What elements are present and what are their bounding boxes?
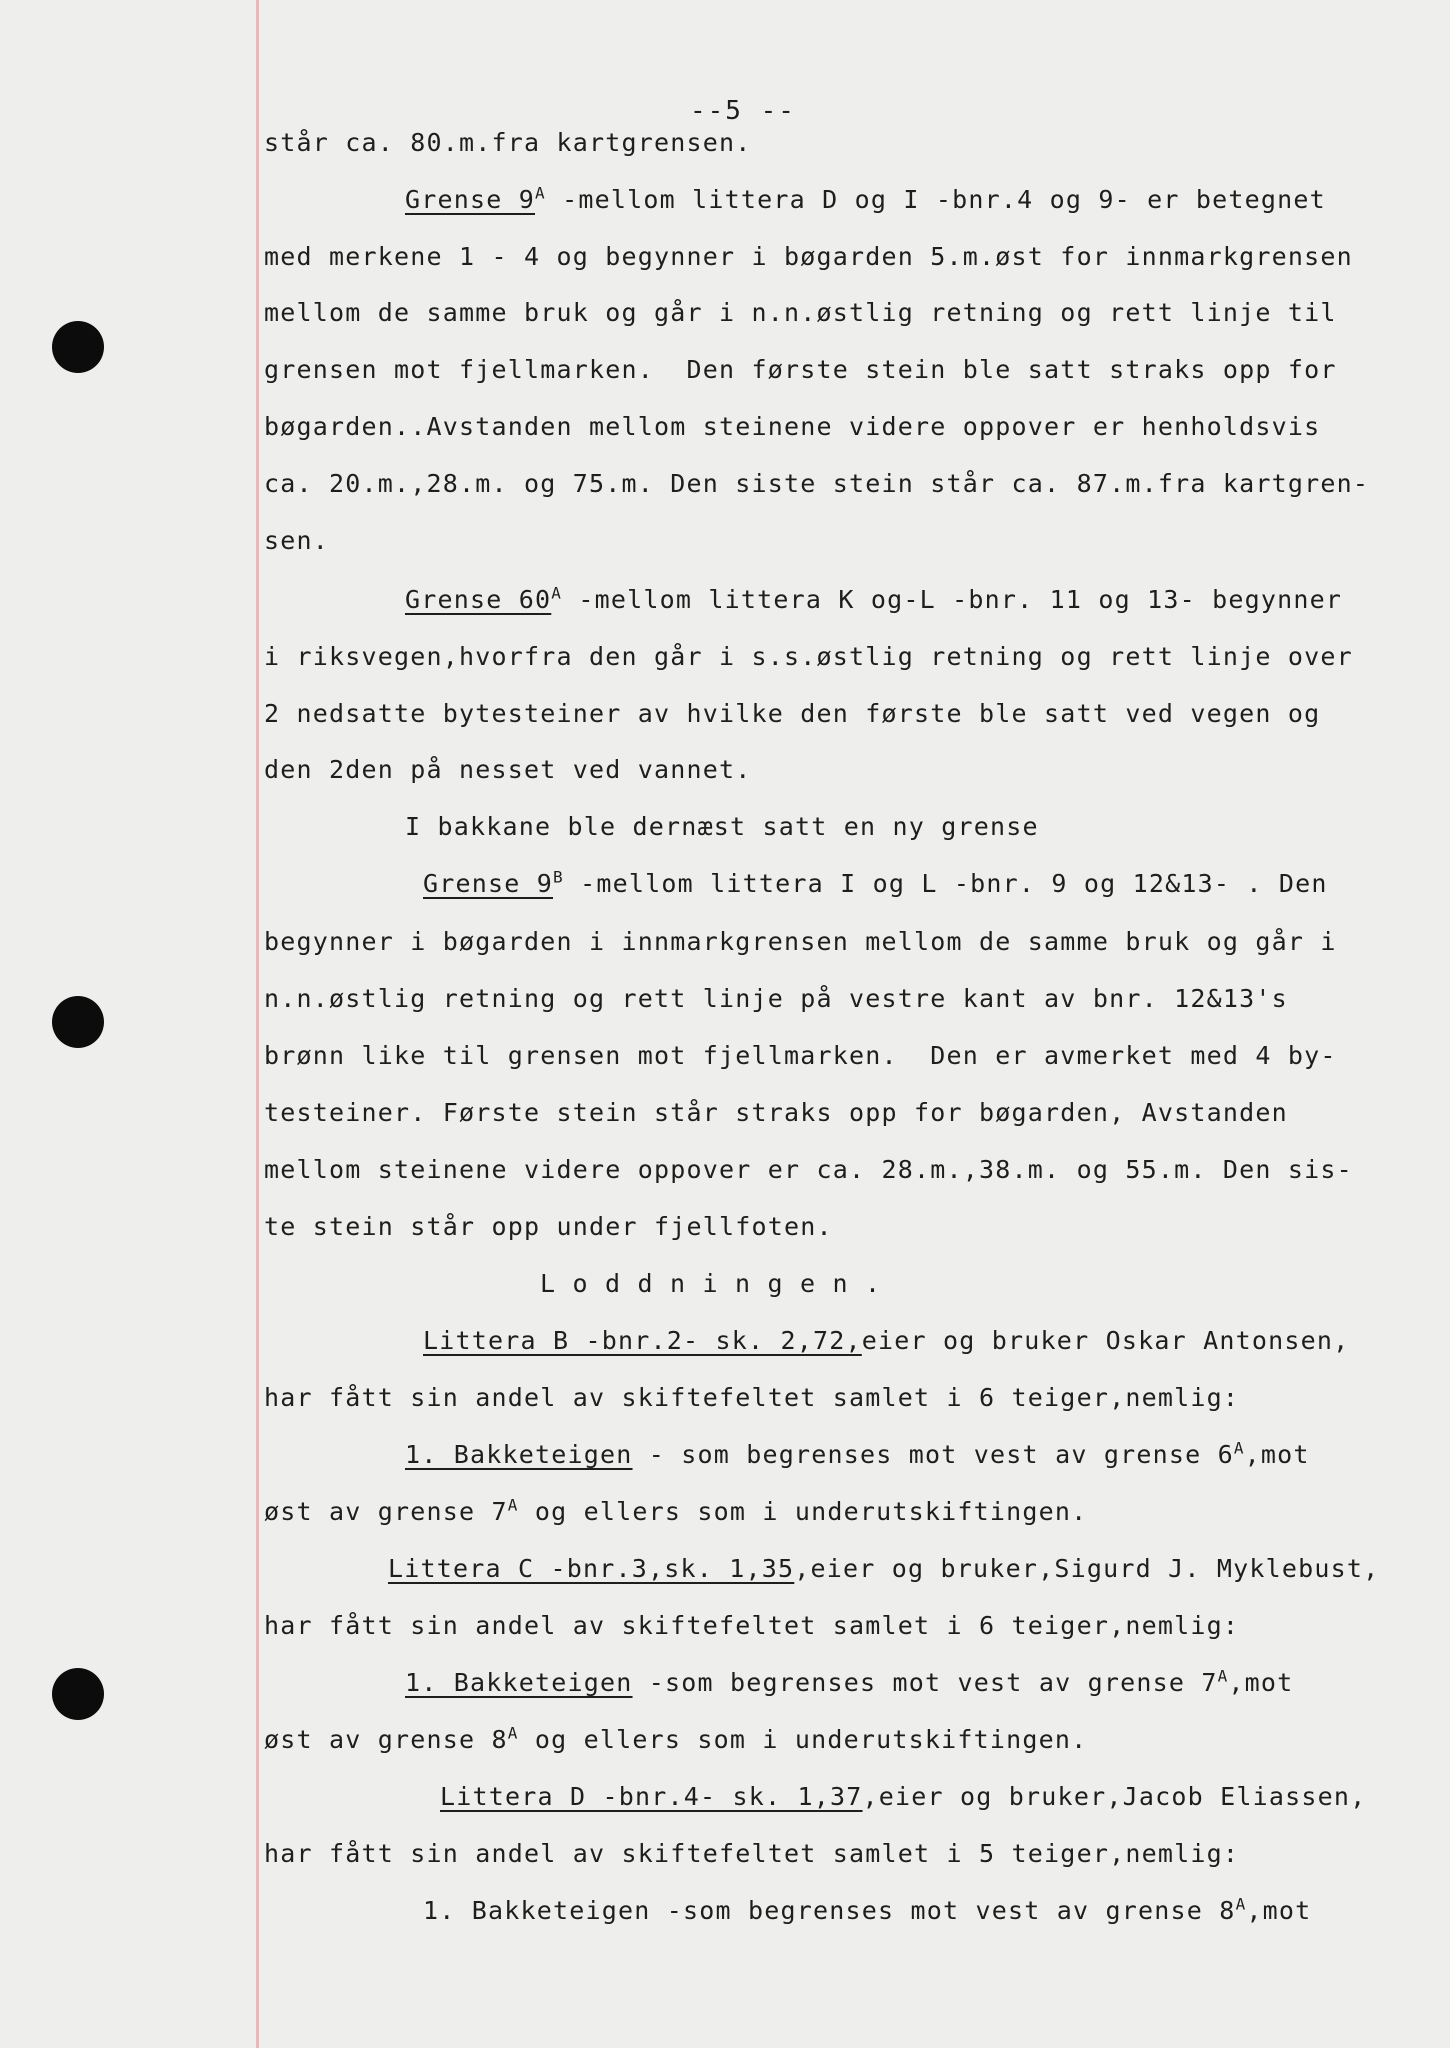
text-line [423, 1326, 1349, 1356]
text-run: med merkene 1 - 4 og begynner i bøgarden 5.m.øst for innmarkgrensen [264, 242, 1353, 271]
text-line [264, 642, 1353, 672]
text-run: - som begrenses mot vest av grense 6 [632, 1440, 1234, 1469]
superscript: A [535, 183, 546, 203]
text-line [264, 526, 329, 556]
text-run: ,eier og bruker,Sigurd J. Myklebust, [794, 1554, 1380, 1583]
text-run: har fått sin andel av skiftefeltet samlet i 5 teiger,nemlig: [264, 1839, 1240, 1868]
margin-rule [256, 0, 259, 2048]
text-line [264, 699, 1320, 729]
text-run: n.n.østlig retning og rett linje på vestre kant av bnr. 12&13's [264, 984, 1288, 1013]
superscript: B [553, 867, 564, 887]
underlined-text: 1. Bakketeigen [405, 1440, 633, 1469]
text-line [264, 1098, 1288, 1128]
text-run: ,mot [1244, 1440, 1310, 1469]
text-line [423, 1896, 1311, 1926]
underlined-text: Grense 9 [423, 869, 554, 898]
superscript: A [507, 1495, 519, 1515]
superscript: A [1235, 1894, 1247, 1914]
text-line [405, 812, 1039, 842]
text-run: begynner i bøgarden i innmarkgrensen mellom de samme bruk og går i [264, 927, 1337, 956]
text-run: har fått sin andel av skiftefeltet samlet i 6 teiger,nemlig: [264, 1383, 1240, 1412]
text-line [405, 1668, 1293, 1698]
text-run: har fått sin andel av skiftefeltet samlet i 6 teiger,nemlig: [264, 1611, 1240, 1640]
text-run: 2 nedsatte bytesteiner av hvilke den første ble satt ved vegen og [264, 699, 1321, 728]
text-line [423, 869, 1328, 899]
text-line [264, 128, 752, 158]
punch-hole [52, 321, 104, 373]
punch-hole [52, 996, 104, 1048]
text-run: og ellers som i underutskiftingen. [518, 1725, 1088, 1754]
underlined-text: Littera D -bnr.4- sk. 1,37 [440, 1782, 863, 1811]
text-line [264, 984, 1288, 1014]
text-run: står ca. 80.m.fra kartgrensen. [264, 128, 752, 157]
punch-hole [52, 1668, 104, 1720]
text-run: mellom de samme bruk og går i n.n.østlig retning og rett linje til [264, 298, 1337, 327]
text-run: i riksvegen,hvorfra den går i s.s.østlig retning og rett linje over [264, 642, 1353, 671]
text-line [264, 1839, 1239, 1869]
text-run: den 2den på nesset ved vannet. [264, 755, 752, 784]
text-run: testeiner. Første stein står straks opp for bøgarden, Avstanden [264, 1098, 1288, 1127]
text-run: I bakkane ble dernæst satt en ny grense [405, 812, 1039, 841]
text-line [264, 1155, 1353, 1185]
underlined-text: Grense 60 [405, 585, 552, 614]
superscript: A [1217, 1666, 1229, 1686]
text-line [264, 1212, 833, 1242]
text-run: ,mot [1246, 1896, 1312, 1925]
text-line [540, 1269, 881, 1299]
text-line [264, 298, 1337, 328]
page-number: --5 -- [690, 96, 796, 126]
underlined-text: Littera C -bnr.3,sk. 1,35 [388, 1554, 795, 1583]
text-run: ,mot [1228, 1668, 1294, 1697]
text-run: -mellom littera K og-L -bnr. 11 og 13- begynner [562, 585, 1343, 614]
text-run: øst av grense 8 [264, 1725, 508, 1754]
text-run: øst av grense 7 [264, 1497, 508, 1526]
underlined-text: Grense 9 [405, 185, 536, 214]
text-run: og ellers som i underutskiftingen. [518, 1497, 1088, 1526]
text-run: ca. 20.m.,28.m. og 75.m. Den siste stein står ca. 87.m.fra kartgren- [264, 469, 1370, 498]
superscript: A [551, 583, 563, 603]
superscript: A [1233, 1438, 1245, 1458]
text-line [264, 1611, 1239, 1641]
text-run: mellom steinene videre oppover er ca. 28.m.,38.m. og 55.m. Den sis- [264, 1155, 1353, 1184]
text-run: brønn like til grensen mot fjellmarken. Den er avmerket med 4 by- [264, 1041, 1337, 1070]
text-line [264, 1497, 1087, 1527]
text-line [264, 927, 1337, 957]
text-run: grensen mot fjellmarken. Den første stein ble satt straks opp for [264, 355, 1337, 384]
text-line [264, 755, 752, 785]
text-line [264, 1041, 1337, 1071]
text-line [264, 1725, 1087, 1755]
text-line [264, 355, 1337, 385]
text-run: eier og bruker Oskar Antonsen, [861, 1326, 1350, 1355]
text-line [264, 469, 1369, 499]
underlined-text: 1. Bakketeigen [405, 1668, 633, 1697]
text-line [388, 1554, 1379, 1584]
text-line [264, 1383, 1239, 1413]
text-run: -som begrenses mot vest av grense 7 [632, 1668, 1218, 1697]
text-run: -mellom littera I og L -bnr. 9 og 12&13- . Den [563, 869, 1328, 898]
text-line [264, 412, 1320, 442]
text-run: sen. [264, 526, 330, 555]
text-line [405, 585, 1342, 615]
text-line [264, 242, 1353, 272]
text-line [405, 185, 1326, 215]
text-line [440, 1782, 1366, 1812]
text-run: bøgarden..Avstanden mellom steinene videre oppover er henholdsvis [264, 412, 1321, 441]
text-run: L o d d n i n g e n . [540, 1269, 882, 1298]
text-run: 1. Bakketeigen -som begrenses mot vest av grense 8 [423, 1896, 1236, 1925]
text-run: te stein står opp under fjellfoten. [264, 1212, 833, 1241]
superscript: A [507, 1723, 519, 1743]
text-run: ,eier og bruker,Jacob Eliassen, [862, 1782, 1367, 1811]
text-run: -mellom littera D og I -bnr.4 og 9- er betegnet [545, 185, 1326, 214]
text-line [405, 1440, 1310, 1470]
underlined-text: Littera B -bnr.2- sk. 2,72, [423, 1326, 862, 1355]
